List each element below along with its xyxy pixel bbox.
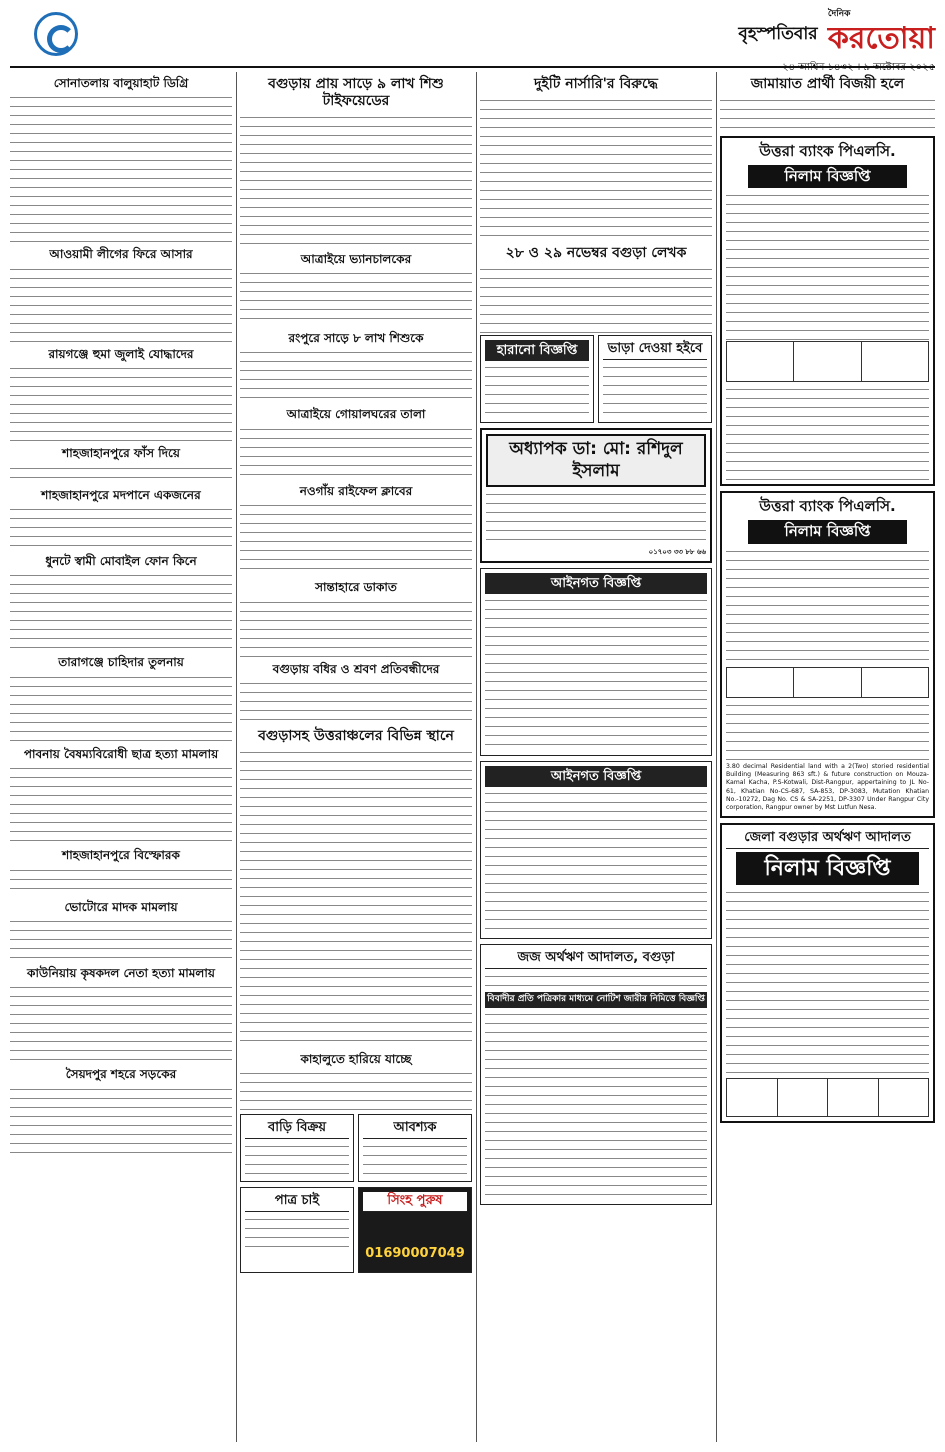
groom-wanted-ad: পাত্র চাই: [240, 1187, 354, 1272]
article-body: [10, 1085, 232, 1155]
article-body: [10, 983, 232, 1063]
auction-table: [726, 341, 929, 382]
headline: রংপুরে সাড়ে ৮ লাখ শিশুকে: [288, 330, 424, 345]
headline: ধুনটে স্বামী মোবাইল ফোন কিনে: [45, 553, 197, 568]
headline: বগুড়াসহ উত্তরাঞ্চলের বিভিন্ন স্থানে: [258, 727, 454, 744]
headline: নওগাঁয় রাইফেল ক্লাবের: [299, 483, 413, 498]
column-divider: [716, 72, 717, 1442]
legal-notice-1: আইনগত বিজ্ঞপ্তি: [480, 568, 712, 756]
article-body: [10, 917, 232, 962]
headline: সৈয়দপুর শহরে সড়কের: [65, 1067, 177, 1082]
bank-auction-notice-2: উত্তরা ব্যাংক পিএলসি. নিলাম বিজ্ঞপ্তি 3.80 decimal Residential land with a 2(Two) storied residential Building (Measuring 863 sft.) & future construction on Mouza-Kamal Kacha, P.S-Kotwali, Dist-Rangpur, appertaining to JL No-61, Khatian No-CS-687, SA-853, DP-3083, Mutation Khatian No.-10272, Dag No. CS & SA-2251, DP-3307 Under Rangpur City corporation, Rangpur owner by Mst Lutfun Nesa.: [720, 491, 935, 818]
masthead-day: বৃহস্পতিবার: [738, 24, 818, 45]
bank-auction-notice-1: উত্তরা ব্যাংক পিএলসি. নিলাম বিজ্ঞপ্তি: [720, 136, 935, 487]
article-body: [10, 673, 232, 743]
column-divider: [476, 72, 477, 1442]
masthead-name: দৈনিক করতোয়া: [827, 9, 935, 56]
headline: সান্তাহারে ডাকাত: [315, 580, 397, 595]
headline: বগুড়ায় প্রায় সাড়ে ৯ লাখ শিশু টাইফয়েডের: [268, 76, 444, 109]
column-divider: [236, 72, 237, 1442]
headline: রায়গঞ্জে হুমা জুলাই যোদ্ধাদের: [48, 346, 194, 361]
article-body: [240, 501, 472, 576]
headline: ২৮ ও ২৯ নভেম্বর বগুড়া লেখক: [505, 244, 687, 261]
headline: ভোটোরে মাদক মামলায়: [64, 899, 178, 914]
english-schedule: 3.80 decimal Residential land with a 2(Two) storied residential Building (Measuring 863 sft.) & future construction on Mouza-Kamal Kacha, P.S-Kotwali, Dist-Rangpur, appertaining to JL No-61, Khatian No-CS-687, SA-853, DP-3083, Mutation Khatian No.-10272, Dag No. CS & SA-2251, DP-3307 Under Rangpur City corporation, Rangpur owner by Mst Lutfun Nesa.: [726, 762, 929, 811]
judge-court-notice: জজ অর্থঋণ আদালত, বগুড়া বিবাদীর প্রতি পত্রিকার মাধ্যমে নোটিশ জারীর নিমিত্তে বিজ্ঞপ্তি: [480, 944, 712, 1205]
article-body: [10, 866, 232, 896]
needed-ad: আবশ্যক: [358, 1114, 472, 1182]
column-3: [480, 72, 712, 1442]
article-body: [240, 679, 472, 724]
masthead-date: ২৪ আশ্বিন ১৪৩২ । ৯ অক্টোবর ২০২৫: [782, 61, 935, 73]
article-body: [240, 1069, 472, 1114]
masthead: [10, 6, 935, 73]
article-body: [10, 464, 232, 484]
headline: দুইটি নার্সারি'র বিরুদ্ধে: [534, 76, 658, 92]
headline: শাহজাহানপুরে মদপানে একজনের: [41, 487, 201, 502]
headline: আত্রাইয়ে গোয়ালঘরের তালা: [286, 407, 426, 422]
article-body: [10, 764, 232, 844]
legal-notice-2: আইনগত বিজ্ঞপ্তি: [480, 761, 712, 939]
auction-table: [726, 667, 929, 698]
article-body: [10, 93, 232, 243]
article-body: [10, 505, 232, 550]
headline: আওয়ামী লীগের ফিরে আসার: [49, 247, 193, 262]
lost-rent-ads: [480, 335, 712, 428]
headline: কাহালুতে হারিয়ে যাচ্ছে: [300, 1051, 412, 1066]
rent-notice: ভাড়া দেওয়া হইবে: [598, 335, 712, 423]
article-body: [720, 96, 935, 136]
headline: বগুড়ায় বধির ও শ্রবণ প্রতিবন্ধীদের: [272, 661, 440, 676]
house-sale-ad: বাড়ি বিক্রয়: [240, 1114, 354, 1182]
article-body: [10, 571, 232, 651]
headline: জামায়াত প্রার্থী বিজয়ী হলে: [750, 76, 905, 92]
article-body: [240, 425, 472, 480]
schedule-table: [726, 1078, 929, 1117]
article-body: [240, 269, 472, 327]
headline: সোনাতলায় বালুয়াহাট ডিগ্রি: [53, 76, 189, 90]
article-body: [10, 265, 232, 343]
doctor-ad: অধ্যাপক ডা: মো: রশিদুল ইসলাম ০১৭০৩ ৩৩ ৮৮ ৬৬: [480, 428, 712, 563]
article-body: [480, 96, 712, 241]
column-1: [10, 72, 232, 1442]
headline: শাহজাহানপুরে ফাঁস দিয়ে: [62, 446, 180, 461]
headline: তারাগঞ্জে চাহিদার তুলনায়: [58, 655, 184, 670]
headline: পাবনায় বৈষম্যবিরোধী ছাত্র হত্যা মামলায়: [23, 746, 219, 761]
singh-purush-ad: সিংহ পুরুষ 01690007049: [358, 1187, 472, 1272]
classified-ads: [240, 1114, 472, 1187]
court-auction-notice: জেলা বগুড়ার অর্থঋণ আদালত নিলাম বিজ্ঞপ্তি: [720, 823, 935, 1123]
headline: শাহজাহানপুরে বিস্ফোরক: [62, 848, 180, 863]
lost-notice: হারানো বিজ্ঞপ্তি: [480, 335, 594, 423]
column-4: [720, 72, 935, 1442]
article-body: [240, 598, 472, 658]
headline: কাউনিয়ায় কৃষকদল নেতা হত্যা মামলায়: [27, 965, 215, 980]
classified-ads-2: [240, 1187, 472, 1277]
paper-logo-icon: [34, 12, 78, 56]
article-body: [240, 113, 472, 248]
article-body: [480, 265, 712, 335]
article-body: [10, 364, 232, 442]
column-2: [240, 72, 472, 1442]
article-body: [240, 748, 472, 1048]
headline: আত্রাইয়ে ভ্যানচালকের: [300, 251, 412, 266]
article-body: [240, 348, 472, 403]
